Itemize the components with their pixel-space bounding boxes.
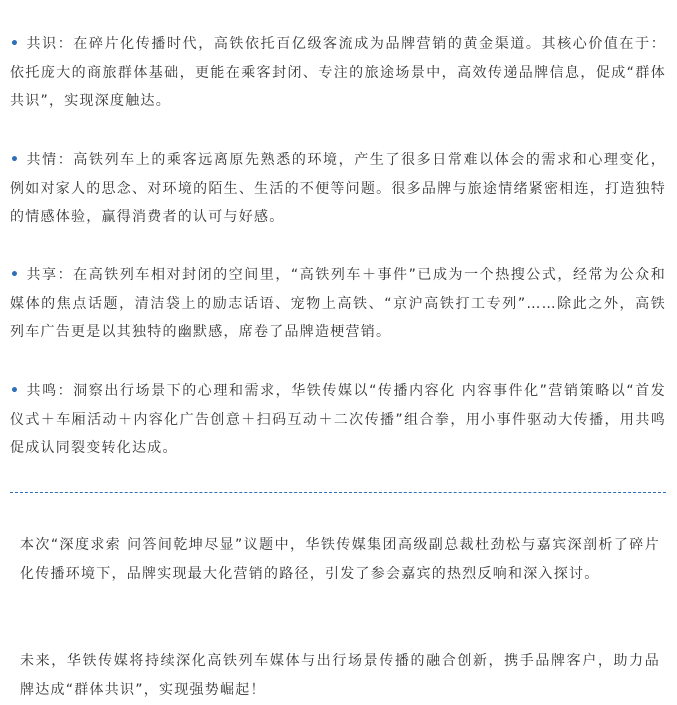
summary-paragraph: 本次“深度求索 问答间乾坤尽显”议题中，华铁传媒集团高级副总裁杜劲松与嘉宾深剖析了碎片化传播环境下，品牌实现最大化营销的路径，引发了参会嘉宾的热烈反响和深入探讨。 <box>20 537 660 582</box>
bullet-dot-icon: • <box>10 152 21 168</box>
bullet-text: 共识：在碎片化传播时代，高铁依托百亿级客流成为品牌营销的黄金渠道。其核心价值在于：依托庞大的商旅群体基础，更能在乘客封闭、专注的旅途场景中，高效传递品牌信息，促成“群体共识”，实现深度触达。 <box>10 36 666 109</box>
bullet-paragraph-sharing <box>10 261 666 347</box>
bullet-paragraph-resonance <box>10 377 666 463</box>
bullet-paragraph-consensus <box>10 30 666 116</box>
outlook-paragraph: 未来，华铁传媒将持续深化高铁列车媒体与出行场景传播的融合创新，携手品牌客户，助力品牌达成“群体共识”，实现强势崛起！ <box>20 653 660 698</box>
bullet-text: 共享：在高铁列车相对封闭的空间里，“高铁列车＋事件”已成为一个热搜公式，经常为公众和媒体的焦点话题，清洁袋上的励志话语、宠物上高铁、“京沪高铁打工专列”……除此之外，高铁列车广告更是以其独特的幽默感，席卷了品牌造梗营销。 <box>10 267 666 340</box>
bullet-dot-icon: • <box>10 267 21 283</box>
bullet-paragraph-empathy <box>10 146 666 232</box>
bullet-dot-icon: • <box>10 383 21 399</box>
bullet-text: 共情：高铁列车上的乘客远离原先熟悉的环境，产生了很多日常难以体会的需求和心理变化，例如对家人的思念、对环境的陌生、生活的不便等问题。很多品牌与旅途情绪紧密相连，打造独特的情感体验，赢得消费者的认可与好感。 <box>10 152 666 225</box>
bullet-text: 共鸣：洞察出行场景下的心理和需求，华铁传媒以“传播内容化 内容事件化”营销策略以“首发仪式＋车厢活动＋内容化广告创意＋扫码互动＋二次传播”组合拳，用小事件驱动大传播，用共鸣促成认同裂变转化达成。 <box>10 383 666 456</box>
bullet-dot-icon: • <box>10 36 21 52</box>
dashed-divider <box>10 492 666 493</box>
